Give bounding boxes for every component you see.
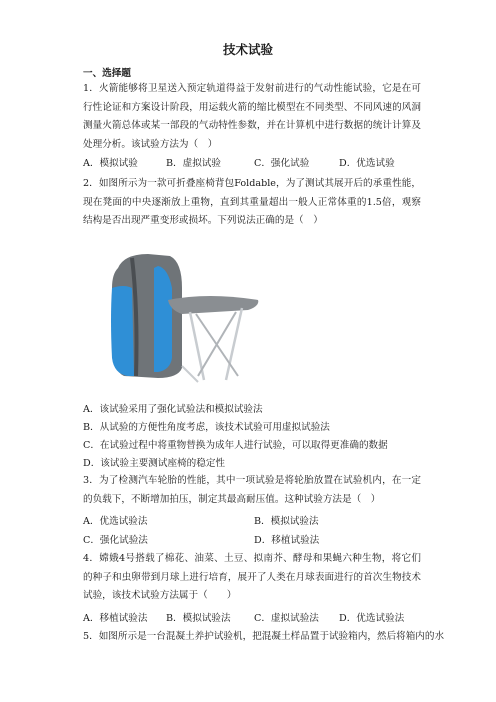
q2-option-d: D．该试验主要测试座椅的稳定性 (83, 458, 226, 469)
q4-option-d: D．优选试验法 (339, 613, 405, 624)
page-title: 技术试验 (222, 42, 273, 57)
section-heading: 一、选择题 (83, 68, 131, 79)
q1-option-d: D．优选试验 (339, 158, 395, 169)
q1-option-a: A．模拟试验 (83, 158, 138, 169)
foldable-backpack-chair-image (98, 248, 268, 393)
q2-option-b: B．从试验的方便性角度考虑，该技术试验可用虚拟试验法 (83, 422, 330, 433)
question-1-stem: 1．火箭能够将卫星送入预定轨道得益于发射前进行的气动性能试验，它是在可行性论证和方案设计阶段，用运载火箭的缩比模型在不同类型、不同风速的风洞测量火箭总体或某一部段的气动特性参数，并在计算机中进行数据的统计计算及处理分析。该试验方法为（ ） (83, 83, 421, 150)
question-5-stem-line1: 5．如图所示是一台混凝土养护试验机，把混凝土样品置于试验箱内，然后将箱内的水 (83, 631, 445, 642)
q2-option-a: A．该试验采用了强化试验法和模拟试验法 (83, 404, 263, 415)
question-2-stem: 2．如图所示为一款可折叠座椅背包Foldable，为了测试其展开后的承重性能，现在凳面的中央逐渐放上重物，直到其重量超出一般人正常体重的1.5倍，观察结构是否出现严重变形或损坏。下列说法正确的是（ ） (83, 178, 421, 226)
q4-option-b: B．模拟试验法 (166, 613, 231, 624)
q3-option-a: A．优选试验法 (83, 516, 148, 527)
q3-option-b: B．模拟试验法 (254, 516, 319, 527)
q4-option-a: A．移植试验法 (83, 613, 148, 624)
question-3-stem: 3．为了检测汽车轮胎的性能，其中一项试验是将轮胎放置在试验机内，在一定的负载下，不断增加拍压，制定其最高耐压值。这种试验方法是（ ） (83, 475, 421, 505)
q2-option-c: C．在试验过程中将重物替换为成年人进行试验，可以取得更准确的数据 (83, 440, 388, 451)
q1-option-b: B．虚拟试验 (166, 158, 222, 169)
question-4-stem: 4．嫦娥4号搭载了棉花、油菜、土豆、拟南芥、酵母和果蝇六种生物，将它们的种子和虫卵带到月球上进行培育，展开了人类在月球表面进行的首次生物技术试验，该技术试验方法属于（ ） (83, 553, 421, 601)
q3-option-d: D．移植试验法 (254, 535, 320, 546)
q1-option-c: C．强化试验 (254, 158, 310, 169)
q4-option-c: C．虚拟试验法 (254, 613, 319, 624)
q3-option-c: C．强化试验法 (83, 535, 148, 546)
